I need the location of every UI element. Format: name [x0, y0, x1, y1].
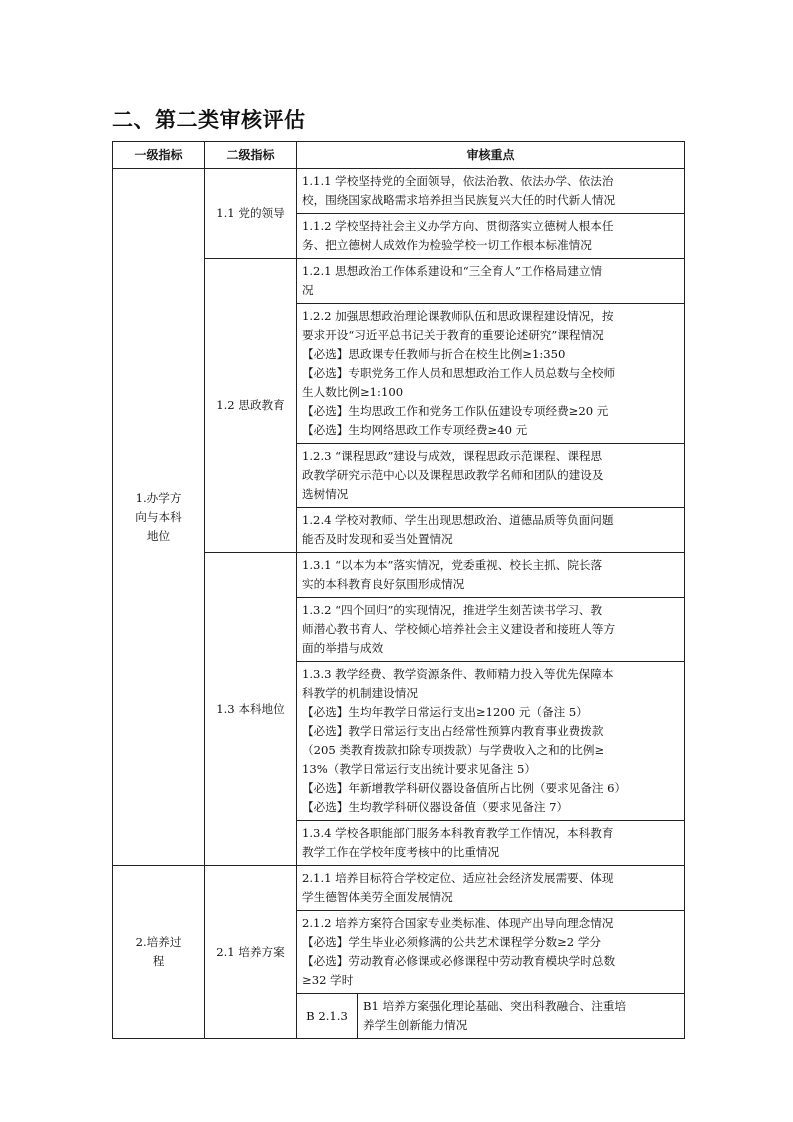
audit-focus-item — [297, 866, 685, 911]
text-line: 学生德智体美劳全面发展情况 — [302, 890, 453, 904]
level2-indicator: 1.2 思政教育 — [205, 259, 297, 553]
text-line: ≥32 学时 — [302, 973, 354, 987]
text-line: 13%（教学日常运行支出统计要求见备注 5） — [302, 762, 536, 776]
text-line: 【必选】生均网络思政工作专项经费≥40 元 — [302, 423, 528, 437]
text-line: 地位 — [146, 528, 171, 543]
text-line: B1 培养方案强化理论基础、突出科教融合、注重培 — [363, 999, 627, 1013]
table-row — [113, 169, 685, 214]
text-line: 【必选】专职党务工作人员和思想政治工作人员总数与全校师 — [302, 366, 616, 380]
header-level2: 二级指标 — [205, 142, 297, 169]
audit-focus-item — [297, 304, 685, 444]
text-line: 【必选】思政课专任教师与折合在校生比例≥1:350 — [302, 347, 566, 361]
text-line: 2.1.1 培养目标符合学校定位、适应社会经济发展需要、体现 — [302, 871, 614, 885]
audit-focus-item — [297, 821, 685, 866]
text-line: 程 — [152, 954, 165, 968]
text-line: 政教学研究示范中心以及课程思政教学名师和团队的建设及 — [302, 468, 604, 482]
audit-table-body — [113, 169, 685, 1039]
level2-indicator: 1.1 党的领导 — [205, 169, 297, 259]
text-line: 生人数比例≥1:100 — [302, 385, 404, 399]
audit-focus-item — [297, 911, 685, 994]
text-line: 选树情况 — [302, 487, 349, 501]
header-level1: 一级指标 — [113, 142, 205, 169]
text-line: 养学生创新能力情况 — [363, 1018, 468, 1032]
page-title: 二、第二类审核评估 — [112, 108, 306, 132]
text-line: 实的本科教育良好氛围形成情况 — [302, 577, 465, 591]
table-row — [113, 866, 685, 911]
text-line: 【必选】学生毕业必须修满的公共艺术课程学分数≥2 学分 — [302, 935, 602, 949]
text-line: 要求开设“习近平总书记关于教育的重要论述研究”课程情况 — [302, 328, 604, 342]
text-line: 向与本科 — [135, 509, 182, 524]
text-line: 2.培养过 — [135, 935, 182, 949]
text-line: 师潜心教书育人、学校倾心培养社会主义建设者和接班人等方 — [302, 622, 616, 636]
audit-focus-item — [297, 169, 685, 214]
text-line: 【必选】生均教学科研仪器设备值（要求见备注 7） — [302, 800, 569, 814]
sub-item-text — [358, 994, 685, 1038]
text-line: 校，围绕国家战略需求培养担当民族复兴大任的时代新人情况 — [302, 193, 616, 207]
text-line: 1.3.4 学校各职能部门服务本科教育教学工作情况，本科教育 — [302, 826, 614, 840]
text-line: 1.1.1 学校坚持党的全面领导，依法治教、依法办学、依法治 — [302, 174, 614, 188]
header-focus: 审核重点 — [297, 142, 685, 169]
level1-indicator — [113, 169, 205, 866]
text-line: 教学工作在学校年度考核中的比重情况 — [302, 845, 500, 859]
audit-focus-item — [297, 259, 685, 304]
text-line: 1.1.2 学校坚持社会主义办学方向、贯彻落实立德树人根本任 — [302, 219, 614, 233]
sub-item-code: B 2.1.3 — [297, 994, 358, 1038]
text-line: 1.2.1 思想政治工作体系建设和“三全育人”工作格局建立情 — [302, 264, 603, 278]
text-line: 1.3.3 教学经费、教学资源条件、教师精力投入等优先保障本 — [302, 667, 614, 681]
text-line: 1.2.4 学校对教师、学生出现思想政治、道德品质等负面问题 — [302, 513, 614, 527]
audit-focus-item — [297, 214, 685, 259]
text-line: 【必选】生均思政工作和党务工作队伍建设专项经费≥20 元 — [302, 404, 609, 418]
text-line: 【必选】教学日常运行支出占经常性预算内教育事业费拨款 — [302, 724, 604, 738]
text-line: 务、把立德树人成效作为检验学校一切工作根本标准情况 — [302, 238, 592, 252]
audit-focus-item — [297, 662, 685, 821]
text-line: 1.3.1 “以本为本”落实情况，党委重视、校长主抓、院长落 — [302, 558, 603, 572]
text-line: 【必选】年新增教学科研仪器设备值所占比例（要求见备注 6） — [302, 781, 627, 795]
audit-focus-sub-item — [297, 994, 685, 1039]
audit-table — [112, 141, 685, 1039]
text-line: 2.1.2 培养方案符合国家专业类标准、体现产出导向理念情况 — [302, 916, 614, 930]
text-line: 能否及时发现和妥当处置情况 — [302, 532, 453, 546]
text-line: 1.2.3 “课程思政”建设与成效，课程思政示范课程、课程思 — [302, 449, 603, 463]
level1-indicator — [113, 866, 205, 1039]
text-line: 【必选】劳动教育必修课或必修课程中劳动教育模块学时总数 — [302, 954, 616, 968]
level2-indicator: 1.3 本科地位 — [205, 553, 297, 866]
table-header-row — [113, 142, 685, 169]
text-line: 1.3.2 “四个回归”的实现情况，推进学生刻苦读书学习、教 — [302, 603, 603, 617]
audit-focus-item — [297, 444, 685, 508]
audit-focus-item — [297, 508, 685, 553]
text-line: （205 类教育拨款扣除专项拨款）与学费收入之和的比例≥ — [302, 743, 605, 757]
text-line: 面的举措与成效 — [302, 641, 384, 655]
text-line: 科教学的机制建设情况 — [302, 686, 418, 700]
text-line: 【必选】生均年教学日常运行支出≥1200 元（备注 5） — [302, 705, 588, 719]
level2-indicator: 2.1 培养方案 — [205, 866, 297, 1039]
audit-focus-item — [297, 598, 685, 662]
text-line: 1.办学方 — [135, 490, 182, 505]
sub-item-table — [297, 994, 684, 1038]
audit-focus-item — [297, 553, 685, 598]
text-line: 况 — [302, 283, 314, 297]
text-line: 1.2.2 加强思想政治理论课教师队伍和思政课程建设情况，按 — [302, 309, 614, 323]
